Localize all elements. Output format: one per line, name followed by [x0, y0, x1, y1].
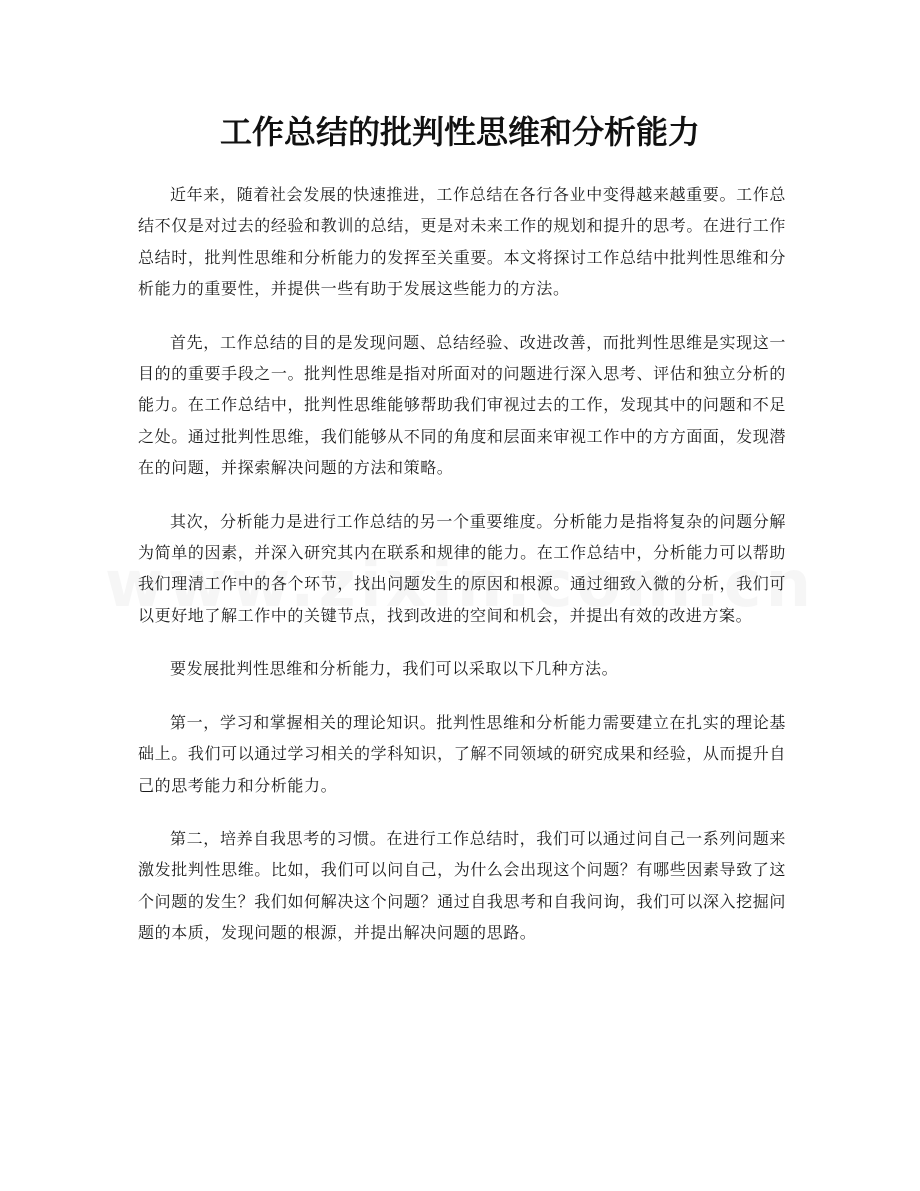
paragraph-3: 其次，分析能力是进行工作总结的另一个重要维度。分析能力是指将复杂的问题分解为简单的因素，并深入研究其内在联系和规律的能力。在工作总结中，分析能力可以帮助我们理清工作中的各个环节，找出问题发生的原因和根源。通过细致入微的分析，我们可以更好地了解工作中的关键节点，找到改进的空间和机会，并提出有效的改进方案。	[138, 511, 786, 625]
page-title: 工作总结的批判性思维和分析能力	[219, 113, 700, 151]
paragraph-6: 第二，培养自我思考的习惯。在进行工作总结时，我们可以通过问自己一系列问题来激发批判性思维。比如，我们可以问自己，为什么会出现这个问题？有哪些因素导致了这个问题的发生？我们如何解决这个问题？通过自我思考和自我问询，我们可以深入挖掘问题的本质，发现问题的根源，并提出解决问题的思路。	[138, 828, 786, 943]
paragraph-4: 要发展批判性思维和分析能力，我们可以采取以下几种方法。	[170, 659, 619, 679]
paragraph-1: 近年来，随着社会发展的快速推进，工作总结在各行各业中变得越来越重要。工作总结不仅是对过去的经验和教训的总结，更是对未来工作的规划和提升的思考。在进行工作总结时，批判性思维和分析能力的发挥至关重要。本文将探讨工作总结中批判性思维和分析能力的重要性，并提供一些有助于发展这些能力的方法。	[138, 185, 786, 299]
document-body	[138, 179, 786, 971]
paragraph-2: 首先，工作总结的目的是发现问题、总结经验、改进改善，而批判性思维是实现这一目的的重要手段之一。批判性思维是指对所面对的问题进行深入思考、评估和独立分析的能力。在工作总结中，批判性思维能够帮助我们审视过去的工作，发现其中的问题和不足之处。通过批判性思维，我们能够从不同的角度和层面来审视工作中的方方面面，发现潜在的问题，并探索解决问题的方法和策略。	[138, 332, 786, 478]
paragraph-5: 第一，学习和掌握相关的理论知识。批判性思维和分析能力需要建立在扎实的理论基础上。我们可以通过学习相关的学科知识，了解不同领域的研究成果和经验，从而提升自己的思考能力和分析能力。	[138, 712, 786, 795]
